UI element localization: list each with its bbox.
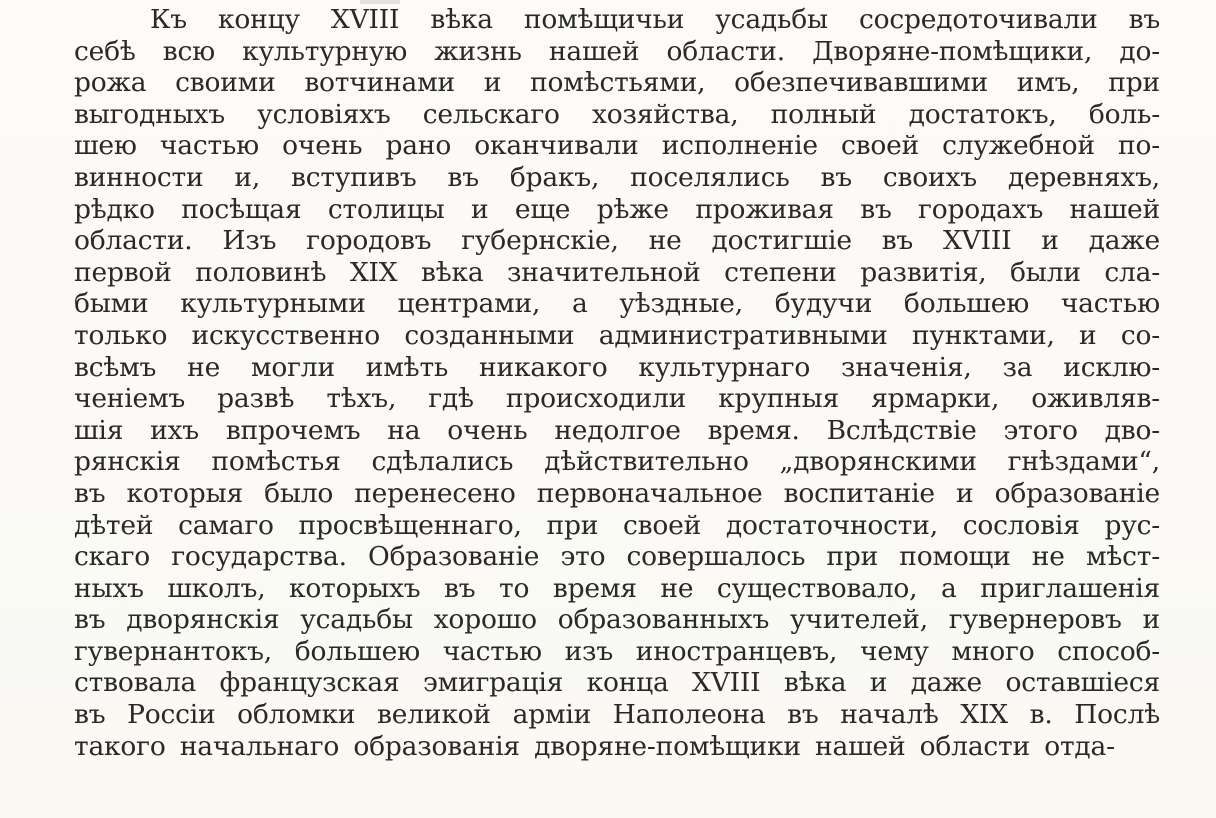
- text-line: шія ихъ впрочемъ на очень недолгое время. Вслѣдствіе этого дво-: [74, 414, 1160, 446]
- text-line: ныхъ школъ, которыхъ въ то время не существовало, а приглашенія: [74, 572, 1160, 604]
- text-line: рѣдко посѣщая столицы и еще рѣже проживая въ городахъ нашей: [74, 193, 1160, 225]
- text-line: гувернантокъ, большею частью изъ иностранцевъ, чему много способ-: [74, 635, 1160, 667]
- text-line: Къ концу XVIII вѣка помѣщичьи усадьбы сосредоточивали въ: [150, 4, 1160, 35]
- text-line: себѣ всю культурную жизнь нашей области. Дворяне-помѣщики, до-: [74, 35, 1160, 67]
- text-line: быми культурными центрами, а уѣздные, будучи большею частью: [74, 288, 1160, 320]
- text-line: области. Изъ городовъ губернскіе, не достигшіе въ XVIII и даже: [74, 225, 1160, 257]
- text-line: первой половинѣ XIX вѣка значительной степени развитія, были сла-: [74, 256, 1160, 288]
- text-line: рожа своими вотчинами и помѣстьями, обезпечивавшими имъ, при: [74, 67, 1160, 99]
- text-line: всѣмъ не могли имѣть никакого культурнаго значенія, за исклю-: [74, 351, 1160, 383]
- text-line: въ дворянскія усадьбы хорошо образованныхъ учителей, гувернеровъ и: [74, 604, 1160, 636]
- text-line: дѣтей самаго просвѣщеннаго, при своей достаточности, сословія рус-: [74, 509, 1160, 541]
- text-line: скаго государства. Образованіе это совершалось при помощи не мѣст-: [74, 541, 1160, 573]
- text-line: рянскія помѣстья сдѣлались дѣйствительно „дворянскими гнѣздами“,: [74, 446, 1160, 478]
- text-line: выгодныхъ условіяхъ сельскаго хозяйства, полный достатокъ, боль-: [74, 98, 1160, 130]
- text-line: такого начальнаго образованія дворяне-помѣщики нашей области отда-: [74, 730, 1115, 762]
- text-line: въ которыя было перенесено первоначальное воспитаніе и образованіе: [74, 477, 1160, 509]
- text-line: только искусственно созданными административными пунктами, и со-: [74, 319, 1160, 351]
- text-line: винности и, вступивъ въ бракъ, поселялись въ своихъ деревняхъ,: [74, 161, 1160, 193]
- text-line: ствовала французская эмиграція конца XVIII вѣка и даже оставшіеся: [74, 667, 1160, 699]
- text-line: ченіемъ развѣ тѣхъ, гдѣ происходили крупныя ярмарки, оживляв-: [74, 383, 1160, 415]
- body-paragraph: [74, 4, 1160, 762]
- text-line: шею частью очень рано оканчивали исполненіе своей служебной по-: [74, 130, 1160, 162]
- text-line: въ Россіи обломки великой арміи Наполеона въ началѣ XIX в. Послѣ: [74, 699, 1160, 731]
